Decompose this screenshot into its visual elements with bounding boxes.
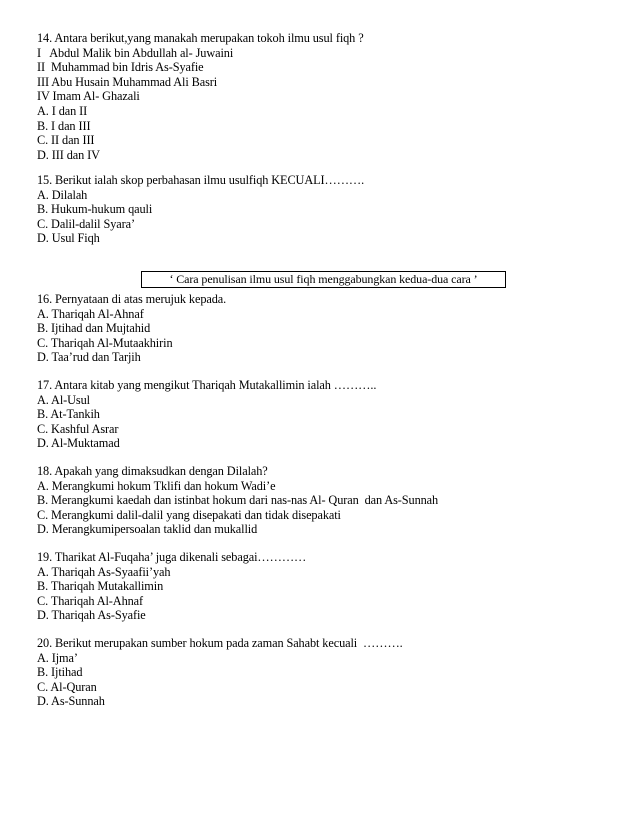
question-20-option-b: B. Ijtihad [37,665,83,680]
question-15-option-d: D. Usul Fiqh [37,231,100,246]
question-18-option-b: B. Merangkumi kaedah dan istinbat hokum dari nas-nas Al- Quran dan As-Sunnah [37,493,439,508]
question-19-option-b: B. Thariqah Mutakallimin [37,579,164,594]
question-19-option-a: A. Thariqah As-Syaafii’yah [37,564,171,579]
question-20-text: 20. Berikut merupakan sumber hokum pada zaman Sahabt kecuali ………. [37,636,403,650]
question-17-option-a: A. Al-Usul [37,392,90,407]
question-16 [37,292,617,365]
question-18-option-d: D. Merangkumipersoalan taklid dan mukallid [37,522,258,537]
question-14-option-b: B. I dan III [37,118,91,133]
question-15-text: 15. Berikut ialah skop perbahasan ilmu usulfiqh KECUALI………. [37,173,365,187]
question-15-option-c: C. Dalil-dalil Syara’ [37,216,135,231]
question-19 [37,550,617,623]
question-18 [37,464,617,537]
question-17-option-c: C. Kashful Asrar [37,421,119,436]
question-15-option-b: B. Hukum-hukum qauli [37,202,153,217]
question-18-option-a: A. Merangkumi hokum Tklifi dan hokum Wadi’e [37,478,276,493]
question-14-item-4: IV Imam Al- Ghazali [37,89,140,104]
question-17 [37,378,617,451]
question-14-text: 14. Antara berikut,yang manakah merupakan tokoh ilmu usul fiqh ? [37,31,364,45]
question-17-text: 17. Antara kitab yang mengikut Thariqah Mutakallimin ialah ……….. [37,378,377,392]
question-20 [37,636,617,709]
question-19-text: 19. Tharikat Al-Fuqaha’ juga dikenali sebagai………… [37,550,307,564]
question-14-option-a: A. I dan II [37,103,88,118]
question-19-option-d: D. Thariqah As-Syafie [37,608,146,623]
question-20-option-d: D. As-Sunnah [37,694,105,709]
question-18-option-c: C. Merangkumi dalil-dalil yang disepakati dan tidak disepakati [37,507,341,522]
question-19-option-c: C. Thariqah Al-Ahnaf [37,593,144,608]
question-15 [37,173,617,246]
question-14-option-d: D. III dan IV [37,147,100,162]
question-16-option-c: C. Thariqah Al-Mutaakhirin [37,335,173,350]
question-14-item-1: I Abdul Malik bin Abdullah al- Juwaini [37,45,234,60]
question-16-option-b: B. Ijtihad dan Mujtahid [37,321,151,336]
question-16-text: 16. Pernyataan di atas merujuk kepada. [37,292,227,306]
question-20-option-a: A. Ijma’ [37,650,78,665]
question-14-item-3: III Abu Husain Muhammad Ali Basri [37,74,218,89]
question-20-option-c: C. Al-Quran [37,679,97,694]
question-17-option-d: D. Al-Muktamad [37,436,120,451]
question-16-option-d: D. Taa’rud dan Tarjih [37,350,141,365]
question-14-item-2: II Muhammad bin Idris As-Syafie [37,60,204,75]
quote-box: ‘ Cara penulisan ilmu usul fiqh menggabungkan kedua-dua cara ’ [141,271,506,288]
question-17-option-b: B. At-Tankih [37,407,100,422]
question-18-text: 18. Apakah yang dimaksudkan dengan Dilalah? [37,464,268,478]
question-14 [37,31,617,162]
question-15-option-a: A. Dilalah [37,187,88,202]
question-16-option-a: A. Thariqah Al-Ahnaf [37,306,144,321]
question-14-option-c: C. II dan III [37,133,95,148]
